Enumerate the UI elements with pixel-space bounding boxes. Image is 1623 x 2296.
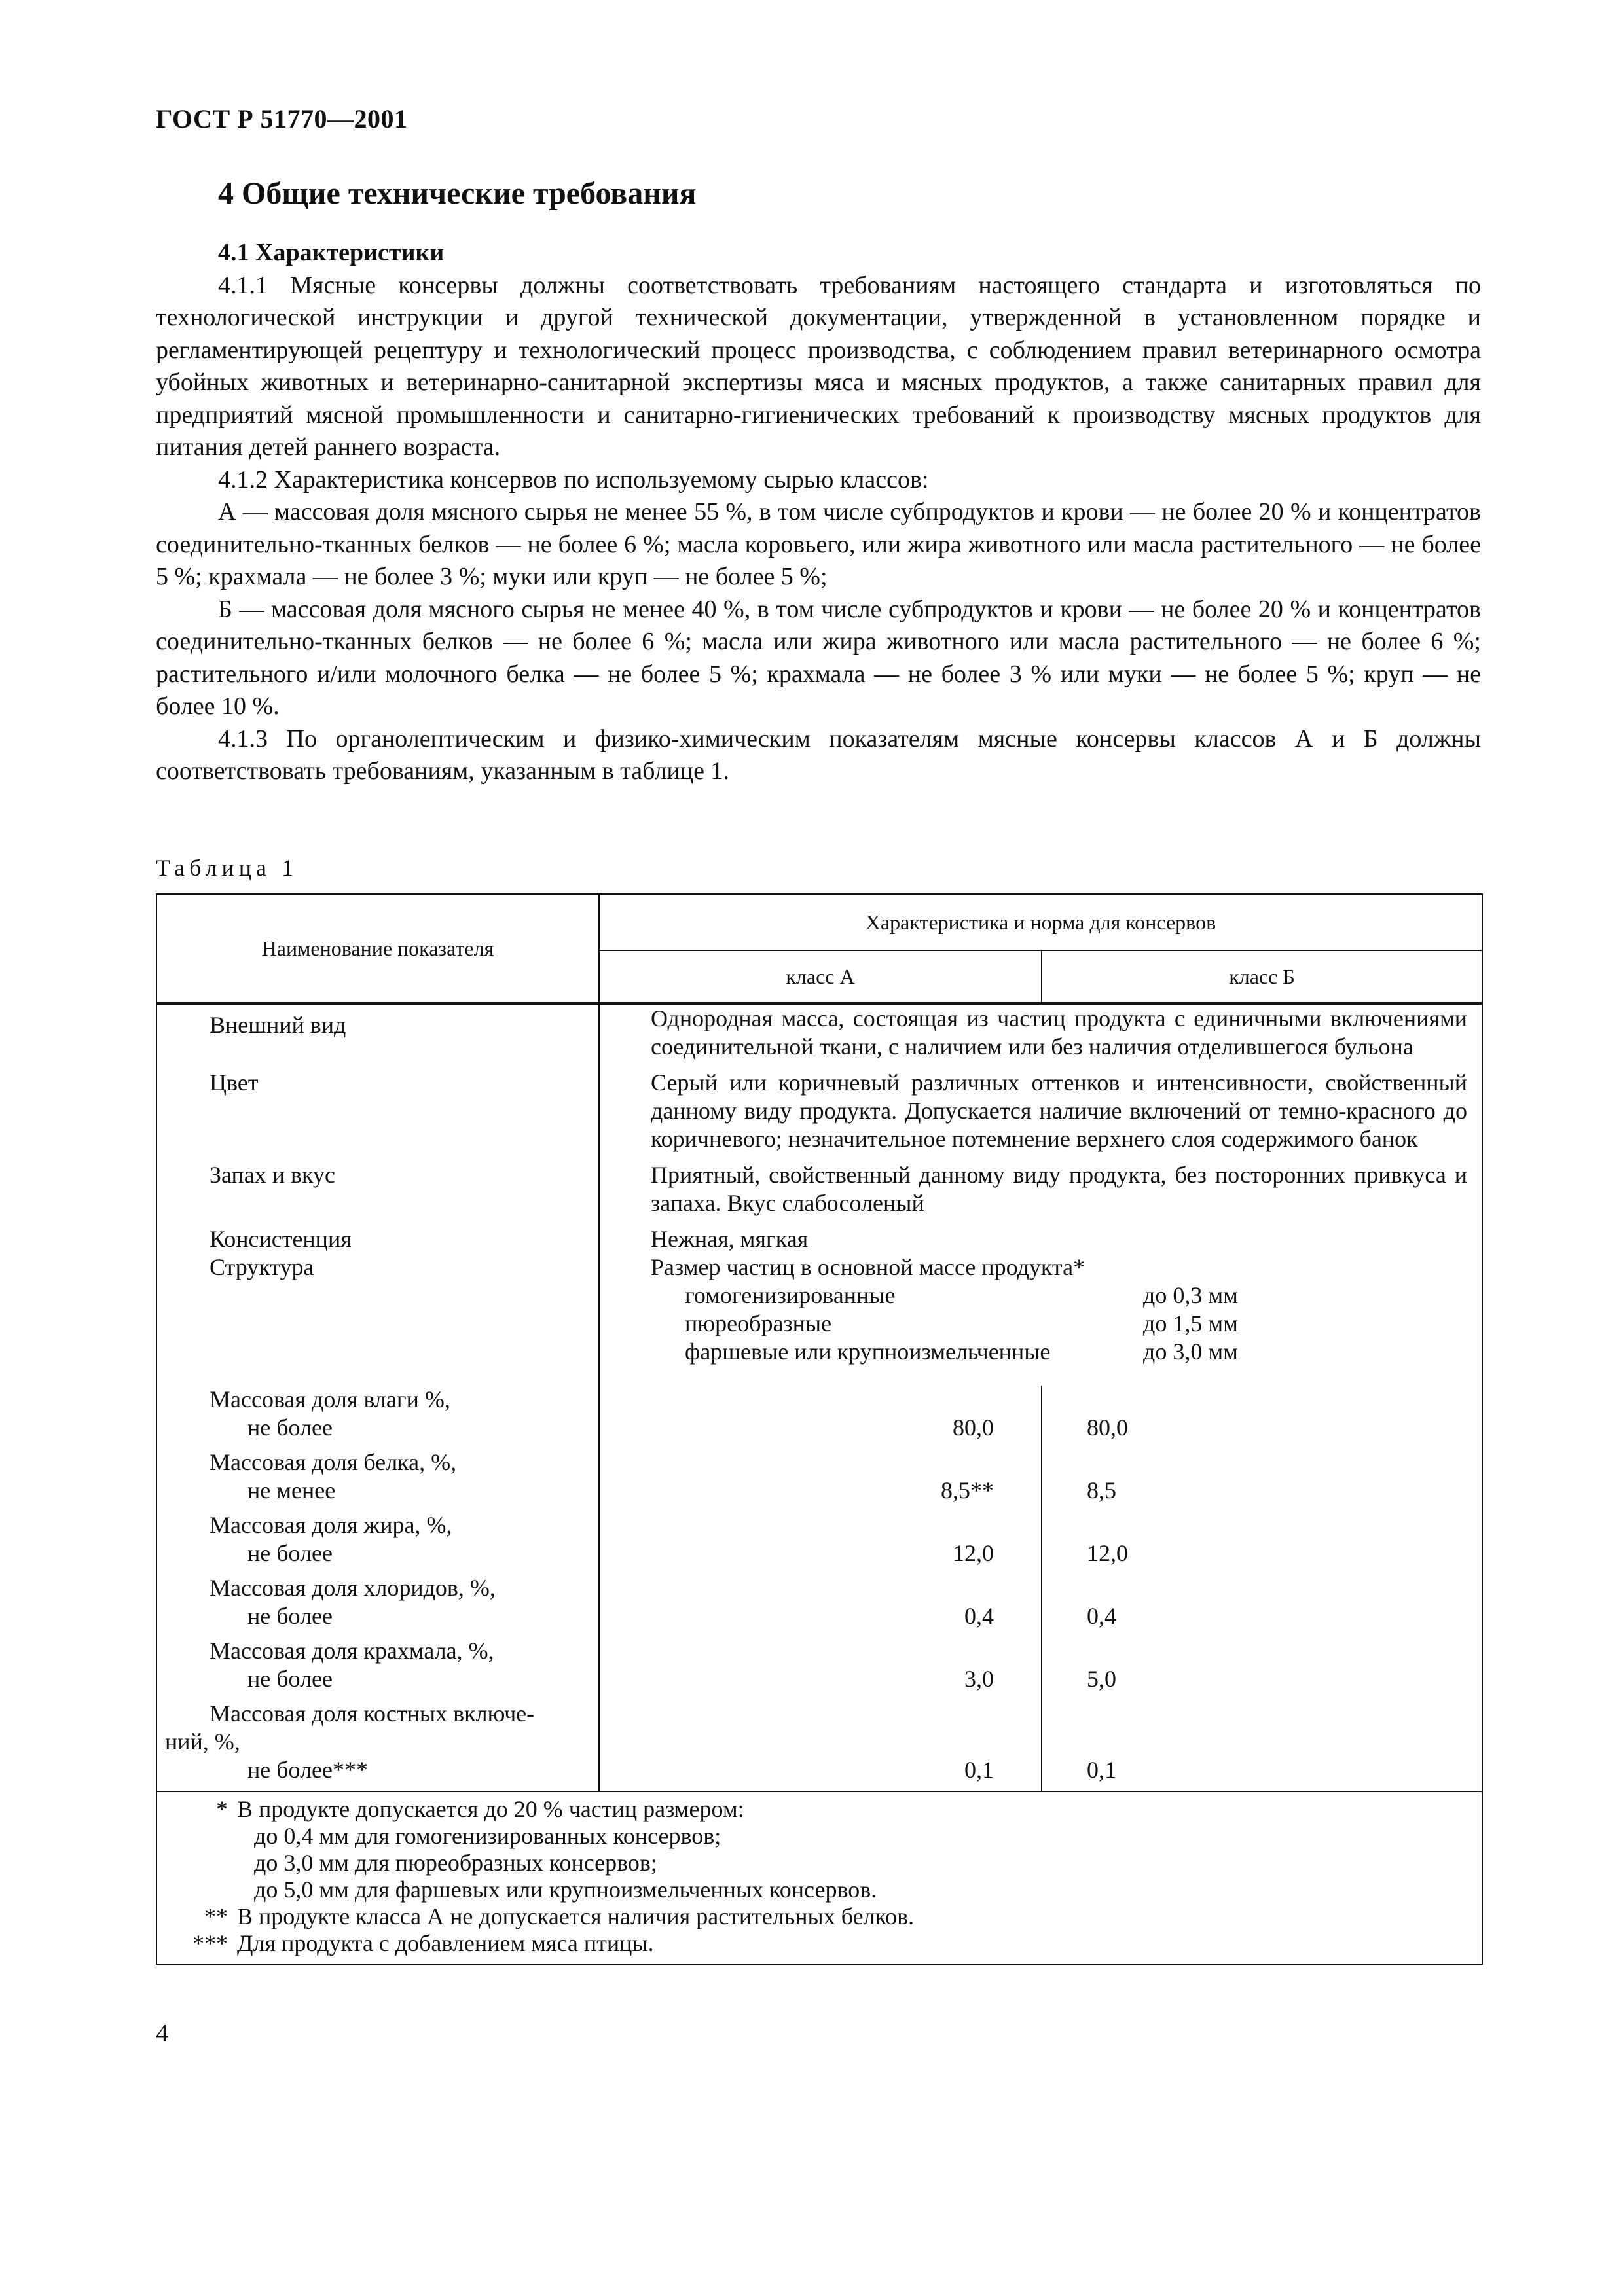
footnote	[157, 1930, 1482, 1957]
value-class-b	[1042, 1637, 1482, 1700]
row-name: Внешний вид	[156, 1003, 599, 1069]
requirements-table	[156, 893, 1483, 1965]
structure-item-label: фаршевые или крупноизмельченные	[685, 1338, 1051, 1365]
row-name: Запах и вкус	[156, 1161, 599, 1225]
row-name-line: не более***	[247, 1757, 369, 1783]
row-name-line: Массовая доля костных включе-	[210, 1700, 535, 1727]
structure-item-label: гомогенизированные	[685, 1282, 896, 1308]
row-name	[156, 1574, 599, 1637]
section-title: 4 Общие технические требования	[218, 176, 697, 211]
table-row	[156, 1003, 1482, 1069]
table-row	[156, 1637, 1482, 1700]
row-name	[156, 1225, 599, 1386]
row-name-line: ний, %,	[165, 1729, 240, 1755]
value-class-a	[599, 1511, 1042, 1574]
table-row	[156, 1574, 1482, 1637]
table-row	[156, 1161, 1482, 1225]
value-class-a	[599, 1700, 1042, 1791]
row-name-line: Массовая доля влаги %,	[210, 1386, 450, 1412]
value-class-b	[1042, 1448, 1482, 1511]
page-number: 4	[156, 2020, 168, 2047]
structure-item	[651, 1310, 1467, 1338]
consistency-value: Нежная, мягкая	[651, 1226, 809, 1252]
table-caption: Таблица 1	[156, 855, 298, 881]
row-name: Цвет	[156, 1069, 599, 1161]
structure-item-value: до 1,5 мм	[1143, 1310, 1238, 1336]
value-class-a-text: 8,5**	[941, 1477, 994, 1503]
header-class-a: класс А	[599, 950, 1042, 1003]
value-class-a-text: 0,1	[964, 1757, 994, 1783]
structure-intro: Размер частиц в основной массе продукта*	[651, 1254, 1085, 1280]
structure-item-value: до 3,0 мм	[1143, 1338, 1238, 1365]
table-row	[156, 1511, 1482, 1574]
footnote-line: до 3,0 мм для пюреобразных консервов;	[254, 1850, 657, 1876]
header-indicator-name: Наименование показателя	[156, 894, 599, 1003]
value-class-b	[1042, 1700, 1482, 1791]
body-text	[156, 237, 1481, 788]
row-name	[156, 1637, 599, 1700]
table-row	[156, 1700, 1482, 1791]
table-row	[156, 1386, 1482, 1448]
row-name	[156, 1448, 599, 1511]
row-name	[156, 1386, 599, 1448]
header-class-b: класс Б	[1042, 950, 1482, 1003]
value-class-b	[1042, 1511, 1482, 1574]
row-name-line: не более	[247, 1603, 333, 1629]
row-name-line: Массовая доля хлоридов, %,	[210, 1575, 496, 1601]
footnote	[157, 1903, 1482, 1930]
paragraph-4-1-3: 4.1.3 По органолептическим и физико-химическим показателям мясные консервы классов А и Б должны соответствовать требованиям, указанным в таблице 1.	[156, 725, 1481, 785]
footnote-line: до 0,4 мм для гомогенизированных консервов;	[254, 1823, 721, 1849]
footnote-text: В продукте класса А не допускается наличия растительных белков.	[237, 1903, 915, 1929]
footnote-marker: **	[204, 1903, 228, 1929]
value-class-b-text: 8,5	[1087, 1477, 1116, 1503]
value-class-a-text: 3,0	[964, 1666, 994, 1692]
header-norm-group: Характеристика и норма для консервов	[599, 894, 1482, 950]
value-class-b-text: 80,0	[1087, 1414, 1128, 1441]
document-code: ГОСТ Р 51770—2001	[156, 104, 408, 134]
footnote-line: до 5,0 мм для фаршевых или крупноизмельченных консервов.	[254, 1876, 877, 1903]
table-notes-row	[156, 1791, 1482, 1964]
value-class-a	[599, 1386, 1042, 1448]
row-name	[156, 1700, 599, 1791]
table-row	[156, 1069, 1482, 1161]
value-class-a-text: 0,4	[964, 1603, 994, 1629]
row-name-line: Массовая доля крахмала, %,	[210, 1638, 494, 1664]
footnote-text: Для продукта с добавлением мяса птицы.	[237, 1930, 654, 1956]
value-class-a-text: 12,0	[953, 1540, 994, 1566]
value-class-b	[1042, 1386, 1482, 1448]
value-class-b	[1042, 1574, 1482, 1637]
paragraph-4-1-2: 4.1.2 Характеристика консервов по используемому сырью классов:	[218, 465, 929, 493]
row-value: Однородная масса, состоящая из частиц продукта с единичными включениями соединительной ткани, с наличием или без наличия отделившегося бульона	[599, 1003, 1482, 1069]
footnote-marker: *	[216, 1796, 228, 1822]
footnote-marker: ***	[192, 1930, 228, 1956]
value-class-b-text: 5,0	[1087, 1666, 1116, 1692]
value-class-a	[599, 1448, 1042, 1511]
consistency-name: Консистенция	[210, 1226, 352, 1252]
structure-item-value: до 0,3 мм	[1143, 1282, 1238, 1308]
row-name-line: не менее	[247, 1477, 336, 1503]
paragraph-4-1-1: 4.1.1 Мясные консервы должны соответствовать требованиям настоящего стандарта и изготовляться по технологической инструкции и другой технической документации, утвержденной в установленном порядке и регламентирующей рецептуру и технологический процесс производства, с соблюдением правил ветеринарного осмотра убойных животных и ветеринарно-санитарной экспертизы мяса и мясных продуктов, а также санитарных правил для предприятий мясной промышленности и санитарно-гигиенических требований к производству мясных продуктов для питания детей раннего возраста.	[156, 271, 1481, 461]
row-name-line: не более	[247, 1414, 333, 1441]
row-name-line: не более	[247, 1666, 333, 1692]
table-notes	[156, 1791, 1482, 1964]
paragraph-class-a: А — массовая доля мясного сырья не менее 55 %, в том числе субпродуктов и крови — не более 20 % и концентратов соединительно-тканных белков — не более 6 %; масла коровьего, или жира животного или масла растительного — не более 5 %; крахмала — не более 3 %; муки или круп — не более 5 %;	[156, 498, 1481, 590]
value-class-a	[599, 1574, 1042, 1637]
table-row	[156, 1448, 1482, 1511]
value-class-a	[599, 1637, 1042, 1700]
value-class-b-text: 0,4	[1087, 1603, 1116, 1629]
structure-name: Структура	[210, 1254, 314, 1280]
structure-item	[651, 1282, 1467, 1310]
value-class-a-text: 80,0	[953, 1414, 994, 1441]
value-class-b-text: 0,1	[1087, 1757, 1116, 1783]
table-row	[156, 1225, 1482, 1386]
subsection-title: 4.1 Характеристики	[218, 239, 445, 266]
structure-item	[651, 1338, 1467, 1366]
row-value: Приятный, свойственный данному виду продукта, без посторонних привкуса и запаха. Вкус слабосоленый	[599, 1161, 1482, 1225]
footnote	[157, 1796, 1482, 1823]
footnote-text: В продукте допускается до 20 % частиц размером:	[237, 1796, 744, 1822]
paragraph-class-b: Б — массовая доля мясного сырья не менее 40 %, в том числе субпродуктов и крови — не более 20 % и концентратов соединительно-тканных белков — не более 6 %; масла или жира животного или масла растительного — не более 6 %; растительного и/или молочного белка — не более 5 %; крахмала — не более 3 % или муки — не более 5 %; круп — не более 10 %.	[156, 595, 1481, 720]
structure-item-label: пюреобразные	[685, 1310, 832, 1336]
row-name-line: Массовая доля белка, %,	[210, 1449, 457, 1475]
row-name-line: Массовая доля жира, %,	[210, 1512, 452, 1538]
row-value	[599, 1225, 1482, 1386]
row-name-line: не более	[247, 1540, 333, 1566]
row-value: Серый или коричневый различных оттенков и интенсивности, свойственный данному виду продукта. Допускается наличие включений от темно-красного до коричневого; незначительное потемнение верхнего слоя содержимого банок	[599, 1069, 1482, 1161]
value-class-b-text: 12,0	[1087, 1540, 1128, 1566]
row-name	[156, 1511, 599, 1574]
